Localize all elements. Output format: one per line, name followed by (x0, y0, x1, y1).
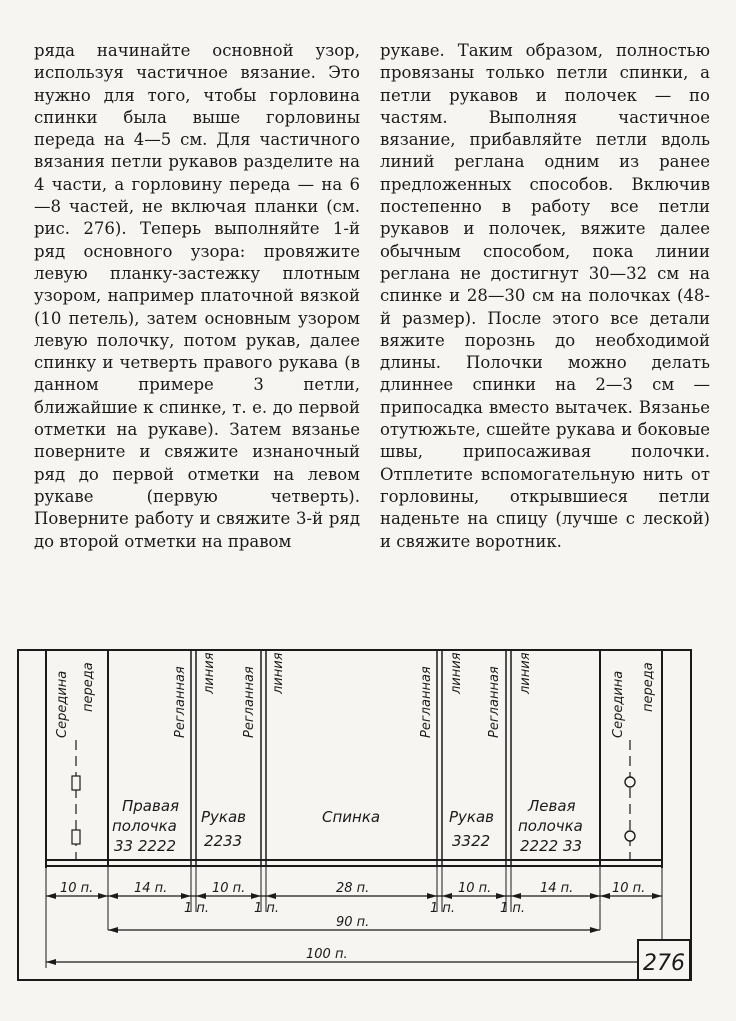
dim-10-right: 10 п. (612, 881, 646, 896)
label-back: Спинка (322, 808, 381, 826)
label-raglan-3b: линия (449, 652, 464, 694)
paragraph-left: ряда начинайте основной узор, используя частичное вязание. Это нужно для того, чтобы горловина спинки была выше горловины переда на 4—5 см. Для частичного вязания петли рукавов разделите на 4 части, а горловину переда — на 6—8 частей, не включая планки (см. рис. 276). Теперь выполняйте 1-й ряд основного узора: провяжите левую планку-застежку плотным узором, например платочной вязкой (10 петель), затем основным узором левую полочку, потом рукав, далее спинку и четверть правого рукава (в данном примере 3 петли, ближайшие к спинке, т. е. до первой отметки на рукаве). Затем вязанье поверните и свяжите изнаночный ряд до первой отметки на левом рукаве (первую четверть). Поверните работу и свяжите 3-й ряд до второй отметки на правом (34, 41, 360, 551)
dim-100: 100 п. (306, 947, 348, 962)
dim-1-c: 1 п. (430, 901, 456, 916)
label-raglan-4a: Регланная (487, 666, 502, 738)
dim-10-sleeve-2: 10 п. (458, 881, 492, 896)
dim-10-sleeve-1: 10 п. (212, 881, 246, 896)
label-right-front-1: Правая (122, 797, 180, 815)
dim-28: 28 п. (336, 881, 370, 896)
label-left-front-1: Левая (528, 797, 576, 815)
label-raglan-4b: линия (518, 652, 533, 694)
label-left-front-2: полочка (518, 817, 583, 835)
dim-14-left: 14 п. (134, 881, 168, 896)
label-center-front-2: переда (81, 662, 96, 712)
label-sleeve1-2: 2233 (204, 832, 243, 850)
paragraph-right: рукаве. Таким образом, полностью провязаны только петли спинки, а петли рукавов и полочек — по частям. Выполняя частичное вязание, прибавляйте петли вдоль линий реглана одним из ранее предложенных способов. Включив постепенно в работу все петли рукавов и полочек, вяжите далее обычным способом, пока линии реглана не достигнут 30—32 см на спинке и 28—30 см на полочках (48-й размер). После этого все детали вяжите порознь до необходимой длины. Полочки можно делать длиннее спинки на 2—3 см — припосадка вместо вытачек. Вязанье отутюжьте, сшейте рукава и боковые швы, припосаживая полочки. Отплетите вспомогательную нить от горловины, открывшиеся петли наденьте на спицу (лучше с леской) и свяжите воротник. (380, 41, 710, 551)
dim-90: 90 п. (336, 915, 370, 930)
label-center-front-1: Середина (55, 670, 70, 738)
label-center-front-r1: Середина (611, 670, 626, 738)
label-raglan-1b: линия (202, 652, 217, 694)
dim-1-a: 1 п. (184, 901, 210, 916)
label-left-front-3: 2222 33 (520, 837, 583, 855)
label-right-front-2: полочка (112, 817, 177, 835)
dim-10-left: 10 п. (60, 881, 94, 896)
label-center-front-r2: переда (641, 662, 656, 712)
label-sleeve2-1: Рукав (449, 808, 495, 826)
label-sleeve1-1: Рукав (201, 808, 247, 826)
label-raglan-3a: Регланная (419, 666, 434, 738)
dim-1-d: 1 п. (500, 901, 526, 916)
label-raglan-2b: линия (271, 652, 286, 694)
dim-1-b: 1 п. (254, 901, 280, 916)
dim-14-right: 14 п. (540, 881, 574, 896)
label-right-front-3: 33 2222 (114, 837, 177, 855)
label-sleeve2-2: 3322 (452, 832, 491, 850)
figure-number: 276 (643, 951, 685, 976)
label-raglan-2a: Регланная (242, 666, 257, 738)
label-raglan-1a: Регланная (173, 666, 188, 738)
